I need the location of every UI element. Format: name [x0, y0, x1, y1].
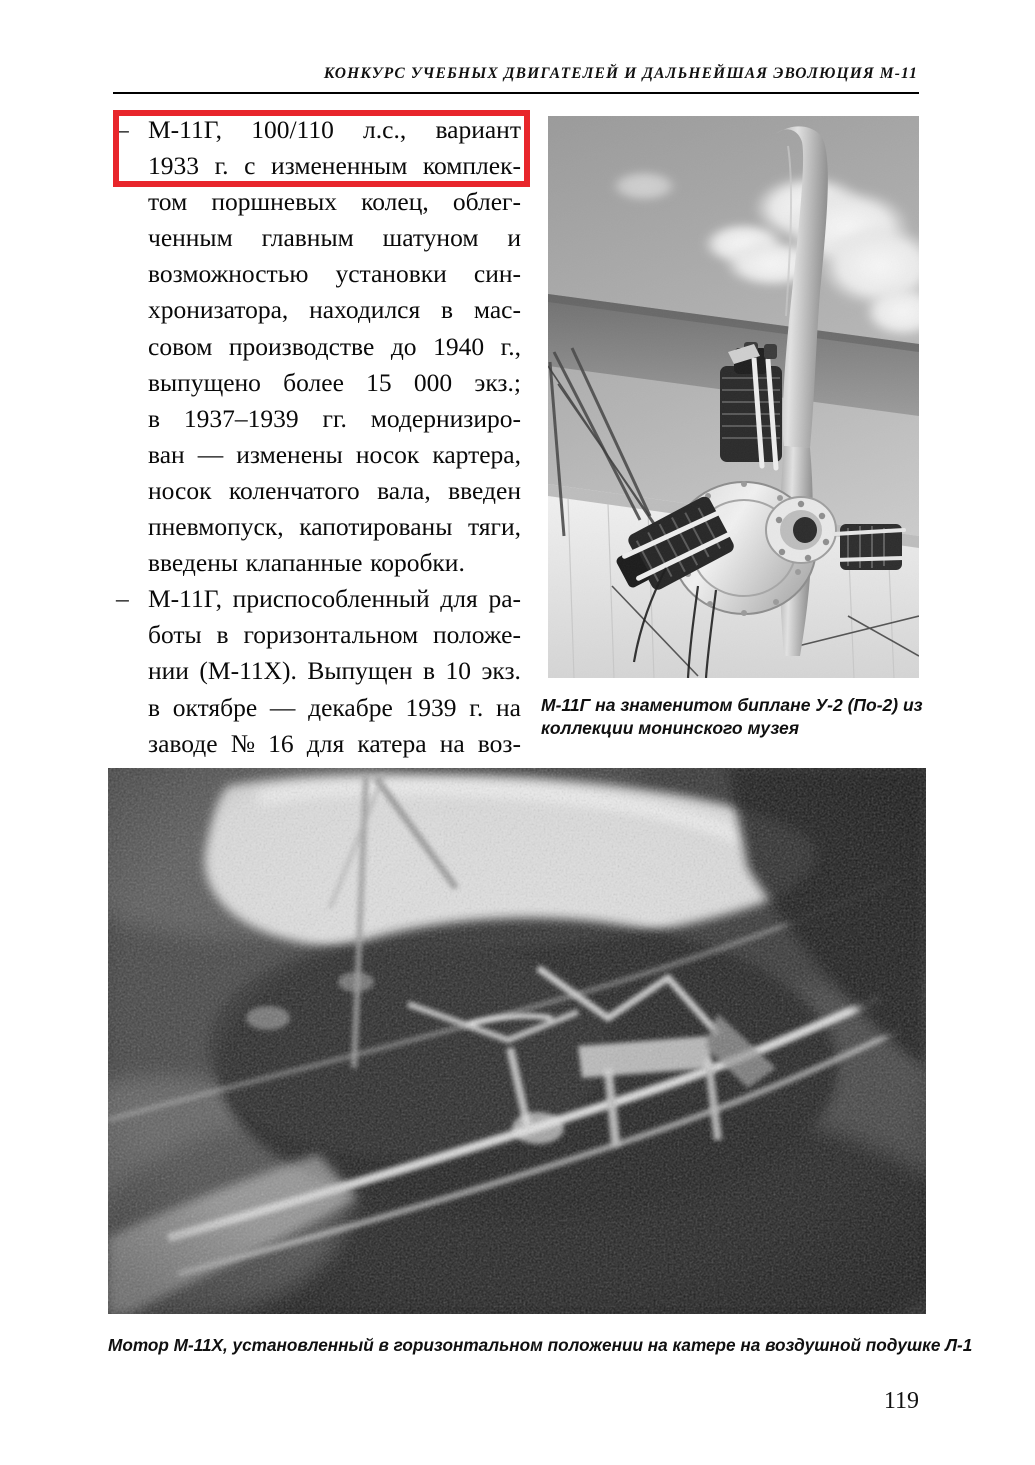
body-text-line: нии (М-11Х). Выпущен в 10 экз.: [148, 656, 521, 686]
figure-caption-engine: М-11Г на знаменитом биплане У-2 (По-2) из коллекции монинского музея: [541, 695, 923, 738]
body-text-line: пневмопуск, капотированы тяги,: [148, 512, 521, 542]
body-text-line: возможностью установки син-: [148, 259, 521, 289]
body-bullet-item: [113, 112, 521, 581]
bullet-dash-marker: –: [116, 115, 129, 144]
body-text-line: совом производстве до 1940 г.,: [148, 331, 521, 361]
body-text-line: боты в горизонтальном положе-: [148, 620, 521, 650]
body-text-line: в октябре — декабре 1939 г. на: [148, 692, 521, 722]
body-text-line: выпущено более 15 000 экз.;: [148, 367, 521, 397]
body-text-line: введены клапанные коробки.: [148, 548, 465, 578]
body-text-line: ван — изменены носок картера,: [148, 439, 521, 469]
figure-engine-biplane-photo: [548, 116, 919, 678]
body-text-line: заводе № 16 для катера на воз-: [148, 728, 521, 758]
body-text-line: носок коленчатого вала, введен: [148, 475, 521, 505]
body-text-line: хронизатора, находился в мас-: [148, 295, 521, 325]
figure-hovercraft-photo: [108, 768, 926, 1314]
body-text-line: 1933 г. с измененным комплек-: [148, 151, 521, 181]
body-text-line: том поршневых колец, облег-: [148, 187, 521, 217]
bullet-dash-marker: –: [116, 584, 129, 614]
body-text-line: ченным главным шатуном и: [148, 223, 521, 253]
header-rule: [113, 92, 919, 94]
running-header: КОНКУРС УЧЕБНЫХ ДВИГАТЕЛЕЙ И ДАЛЬНЕЙШАЯ ЭВОЛЮЦИЯ М-11: [323, 65, 918, 82]
figure-caption-hovercraft: Мотор М-11Х, установленный в горизонтальном положении на катере на воздушной подушке Л-1: [108, 1335, 973, 1355]
body-bullet-item: [113, 581, 521, 798]
page-number: 119: [883, 1388, 919, 1414]
body-text-line: М-11Г, 100/110 л.с., вариант: [148, 115, 521, 144]
body-text-column: [113, 112, 521, 870]
body-text-line: в 1937–1939 гг. модернизиро-: [148, 403, 521, 433]
body-text-line: М-11Г, приспособленный для ра-: [148, 584, 521, 614]
